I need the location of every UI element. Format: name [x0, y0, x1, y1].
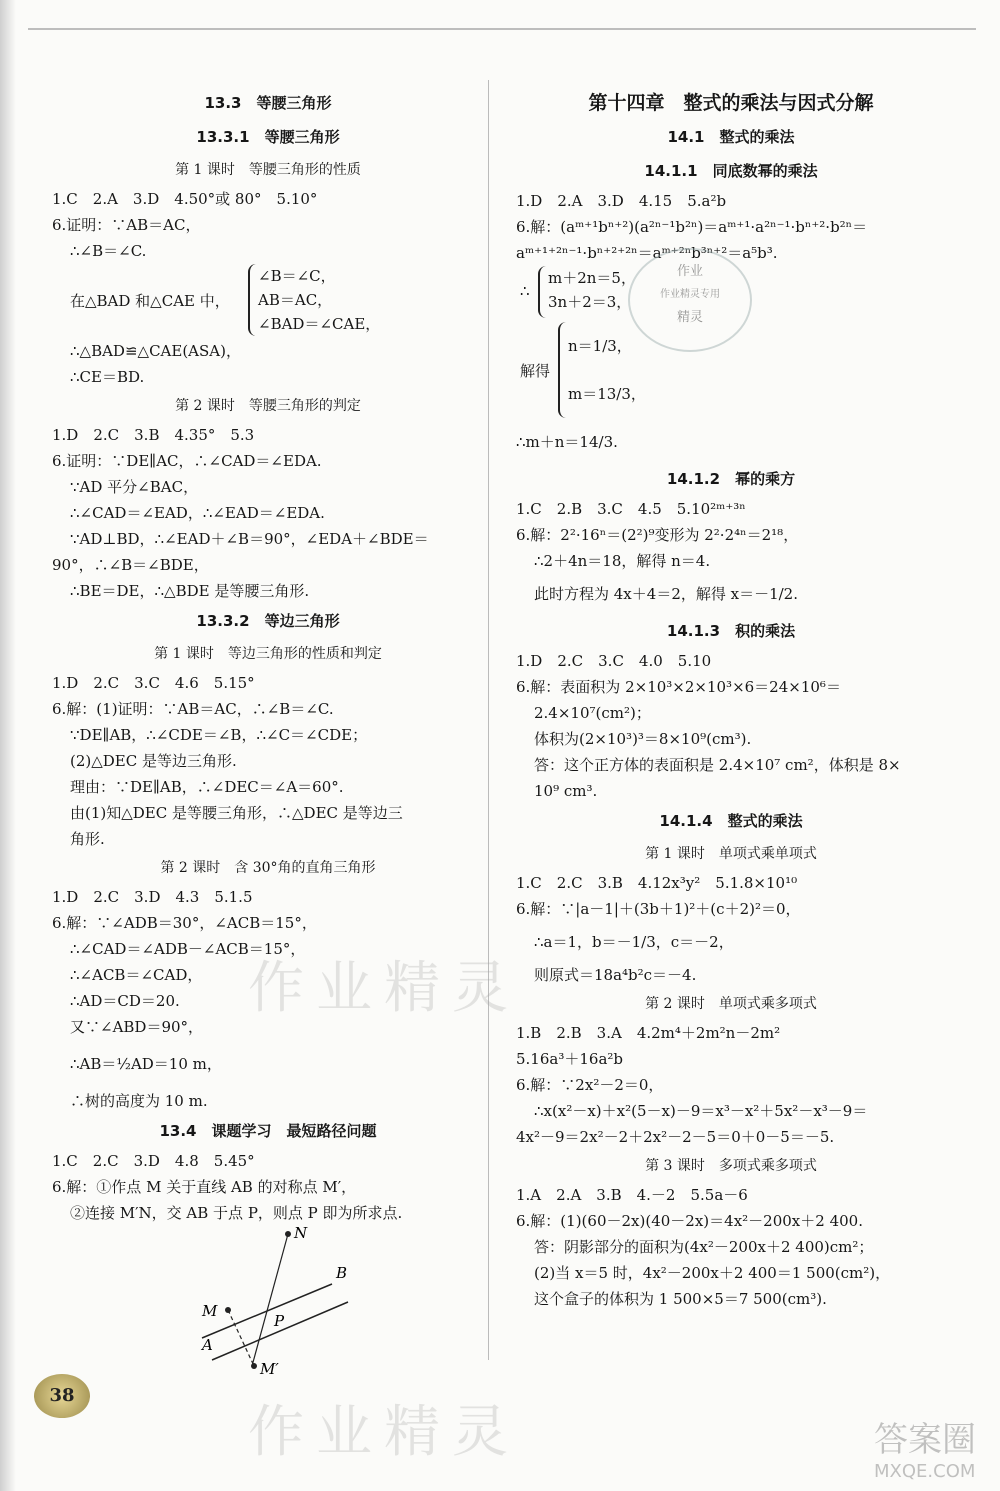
brace-symbol	[558, 322, 568, 418]
page-number-badge: 38	[34, 1374, 90, 1418]
solution-line: 2.4×10⁷(cm²)；	[534, 704, 651, 722]
solution-line: ∴树的高度为 10 m.	[70, 1092, 208, 1110]
answer-line: 1.C 2.A 3.D 4.50°或 80° 5.10°	[52, 190, 318, 208]
solution-line: ②连接 M′N，交 AB 于点 P，则点 P 即为所求点.	[70, 1204, 403, 1222]
subsection-heading: 14.1.3 积的乘法	[666, 622, 796, 640]
solution-line: 体积为(2×10³)³＝8×10⁹(cm³).	[534, 730, 752, 748]
stamp-seal	[628, 248, 752, 352]
solution-line: 此时方程为 4x＋4＝2，解得 x＝－1/2.	[534, 585, 798, 603]
answer-line: 1.D 2.C 3.C 4.0 5.10	[516, 652, 712, 670]
solution-line: 6.解：(aᵐ⁺¹bⁿ⁺²)(a²ⁿ⁻¹b²ⁿ)＝aᵐ⁺¹·a²ⁿ⁻¹·bⁿ⁺²·b²ⁿ＝	[516, 218, 868, 236]
point-m-prime	[251, 1363, 257, 1369]
top-rule	[28, 28, 976, 30]
solution-line: 则原式＝18a⁴b²c＝－4.	[534, 966, 697, 984]
solution-line: 6.证明：∵DE∥AC，∴∠CAD＝∠EDA.	[52, 452, 322, 470]
lesson-heading: 第 2 课时 含 30°角的直角三角形	[160, 860, 376, 876]
system-lead: 在△BAD 和△CAE 中，	[70, 292, 230, 310]
solution-line: 答：这个正方体的表面积是 2.4×10⁷ cm²，体积是 8×	[534, 756, 901, 774]
watermark: 作业精灵	[248, 956, 520, 1021]
subsection-heading: 14.1.2 幂的乘方	[666, 470, 796, 488]
system-lead: 解得	[520, 362, 551, 380]
segment-nm-prime	[252, 1234, 288, 1366]
left-column	[52, 86, 484, 1376]
geometry-figure	[52, 1226, 484, 1376]
solution-line: aᵐ⁺¹⁺²ⁿ⁻¹·bⁿ⁺²⁺²ⁿ＝aᵐ⁺²ⁿb³ⁿ⁺²＝a⁵b³.	[516, 244, 778, 262]
lesson-heading: 第 3 课时 多项式乘多项式	[645, 1158, 817, 1174]
solution-line: ∴∠CAD＝∠ADB－∠ACB＝15°，	[70, 940, 306, 958]
solution-line: ∴BE＝DE，∴△BDE 是等腰三角形.	[70, 582, 310, 600]
lesson-heading: 第 1 课时 等边三角形的性质和判定	[154, 646, 382, 662]
system-item: ∠BAD＝∠CAE，	[258, 315, 381, 333]
solution-line: ∴a＝1，b＝－1/3，c＝－2，	[534, 933, 734, 951]
system-item: m＋2n＝5，	[548, 269, 636, 287]
answer-line: 1.A 2.A 3.B 4.－2 5.5a－6	[516, 1186, 748, 1204]
solution-line: ∵AD 平分∠BAC，	[70, 478, 199, 496]
label-a: A	[202, 1336, 213, 1354]
solution-line: (2)△DEC 是等边三角形.	[70, 752, 237, 770]
stamp-text: 作业精灵专用	[660, 289, 720, 300]
solution-line: 6.解：表面积为 2×10³×2×10³×6＝24×10⁶＝	[516, 678, 841, 696]
watermark: 作业精灵	[248, 1400, 520, 1465]
stamp-text: 精灵	[676, 310, 703, 325]
brace-symbol	[538, 266, 548, 318]
solution-line: ∴∠CAD＝∠EAD，∴∠EAD＝∠EDA.	[70, 504, 325, 522]
brace-symbol	[248, 264, 258, 336]
solution-line: ∴△BAD≌△CAE(ASA)，	[70, 342, 241, 360]
label-b: B	[336, 1264, 348, 1282]
section-heading: 14.1 整式的乘法	[667, 128, 795, 146]
label-m-prime: M′	[260, 1360, 279, 1376]
answer-line: 1.D 2.C 3.B 4.35° 5.3	[52, 426, 255, 444]
solution-line: ∵DE∥AB，∴∠CDE＝∠B，∴∠C＝∠CDE；	[70, 726, 368, 744]
answer-line: 1.C 2.C 3.D 4.8 5.45°	[52, 1152, 255, 1170]
page-edge-shadow	[0, 0, 16, 1491]
subsection-heading: 14.1.4 整式的乘法	[659, 812, 803, 830]
answer-line: 1.D 2.C 3.D 4.3 5.1.5	[52, 888, 253, 906]
solution-line: ∴AB＝½AD＝10 m，	[70, 1055, 222, 1073]
answer-line: 1.D 2.C 3.C 4.6 5.15°	[52, 674, 255, 692]
solution-line: 6.解：∵|a－1|＋(3b＋1)²＋(c＋2)²＝0，	[516, 900, 801, 918]
solution-line: 4x²－9＝2x²－2＋2x²－2－5＝0＋0－5＝－5.	[516, 1128, 835, 1146]
section-heading: 13.3 等腰三角形	[204, 94, 332, 112]
answer-line: 1.B 2.B 3.A 4.2m⁴＋2m²n－2m²	[516, 1024, 781, 1042]
lesson-heading: 第 1 课时 单项式乘单项式	[645, 846, 817, 862]
line-ab-lower	[212, 1302, 348, 1360]
point-n	[285, 1231, 291, 1237]
solution-line: 6.解：∵∠ADB＝30°，∠ACB＝15°，	[52, 914, 317, 932]
answer-line: 1.C 2.B 3.C 4.5 5.10²ᵐ⁺³ⁿ	[516, 500, 746, 518]
answer-line: 1.D 2.A 3.D 4.15 5.a²b	[516, 192, 727, 210]
solution-line: 这个盒子的体积为 1 500×5＝7 500(cm³).	[534, 1290, 827, 1308]
solution-line: 又∵∠ABD＝90°，	[70, 1018, 204, 1036]
system-item: AB＝AC，	[258, 291, 333, 309]
chapter-heading: 第十四章 整式的乘法与因式分解	[588, 92, 874, 114]
solution-line: 理由：∵DE∥AB，∴∠DEC＝∠A＝60°.	[70, 778, 344, 796]
system-item: 3n＋2＝3，	[548, 293, 632, 311]
column-divider	[488, 80, 489, 1360]
solution-line: ∵AD⊥BD，∴∠EAD＋∠B＝90°，∠EDA＋∠BDE＝	[70, 530, 429, 548]
subsection-heading: 13.3.1 等腰三角形	[196, 128, 340, 146]
logo-url: MXQE.COM	[874, 1461, 976, 1482]
solution-line: ∴∠B＝∠C.	[70, 242, 147, 260]
solution-line: 6.解：2²·16ⁿ＝(2²)⁹变形为 2²·2⁴ⁿ＝2¹⁸，	[516, 526, 799, 544]
solution-line: 由(1)知△DEC 是等腰三角形，∴△DEC 是等边三	[70, 804, 403, 822]
solution-line: (2)当 x＝5 时，4x²－200x＋2 400＝1 500(cm²)，	[534, 1264, 891, 1282]
point-m	[225, 1307, 231, 1313]
solution-line: 10⁹ cm³.	[534, 782, 598, 800]
system-item: n＝1/3，	[568, 337, 632, 355]
answer-line: 5.16a³＋16a²b	[516, 1050, 623, 1068]
solution-line: ∴x(x²－x)＋x²(5－x)－9＝x³－x²＋5x²－x³－9＝	[534, 1102, 868, 1120]
lesson-heading: 第 2 课时 等腰三角形的判定	[175, 398, 361, 414]
solution-line: ∴m＋n＝14/3.	[516, 433, 618, 451]
congruence-system	[52, 264, 484, 338]
shortest-path-diagram	[52, 1226, 484, 1376]
stamp-text: 作业	[676, 264, 703, 279]
solution-line: ∴2＋4n＝18，解得 n＝4.	[534, 552, 711, 570]
solution-line: 6.证明：∵AB＝AC，	[52, 216, 201, 234]
solution-line: 90°，∴∠B＝∠BDE，	[52, 556, 209, 574]
solution-line: 6.解：∵2x²－2＝0，	[516, 1076, 664, 1094]
solution-line: ∴AD＝CD＝20.	[70, 992, 180, 1010]
system-item: m＝13/3，	[568, 385, 646, 403]
subsection-heading: 13.3.2 等边三角形	[196, 612, 340, 630]
answer-line: 1.C 2.C 3.B 4.12x³y² 5.1.8×10¹⁰	[516, 874, 798, 892]
lesson-heading: 第 2 课时 单项式乘多项式	[645, 996, 817, 1012]
label-n: N	[294, 1226, 308, 1242]
site-logo	[874, 1412, 976, 1482]
solution-line: ∴∠ACB＝∠CAD，	[70, 966, 203, 984]
logo-text: 答案圈	[874, 1420, 976, 1460]
label-p: P	[274, 1312, 285, 1330]
solution-line: 6.解：(1)(60－2x)(40－2x)＝4x²－200x＋2 400.	[516, 1212, 863, 1230]
solution-line: 6.解：(1)证明：∵AB＝AC，∴∠B＝∠C.	[52, 700, 334, 718]
system-lead: ∴	[520, 282, 530, 300]
subsection-heading: 14.1.1 同底数幂的乘法	[644, 162, 818, 180]
lesson-heading: 第 1 课时 等腰三角形的性质	[175, 162, 361, 178]
section-heading: 13.4 课题学习 最短路径问题	[159, 1122, 377, 1140]
solution-line: 角形.	[70, 830, 105, 848]
system-item: ∠B＝∠C，	[258, 267, 336, 285]
solution-line: ∴CE＝BD.	[70, 368, 145, 386]
solution-line: 6.解：①作点 M 关于直线 AB 的对称点 M′，	[52, 1178, 357, 1196]
label-m: M	[202, 1302, 218, 1320]
solution-line: 答：阴影部分的面积为(4x²－200x＋2 400)cm²；	[534, 1238, 874, 1256]
